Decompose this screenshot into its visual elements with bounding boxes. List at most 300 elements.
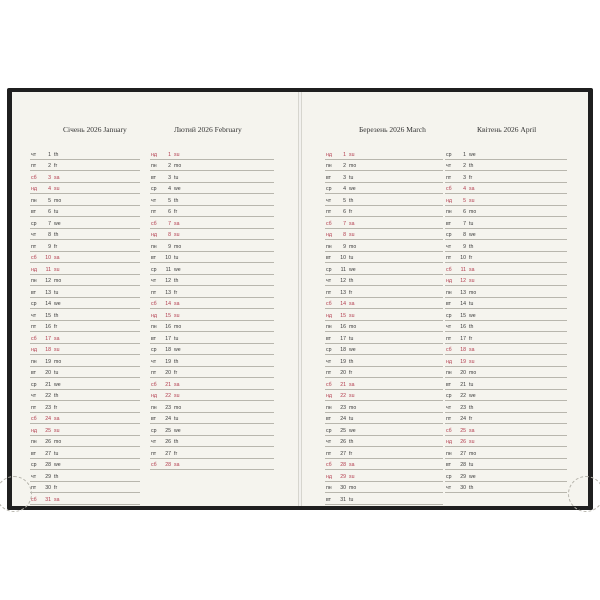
day-number: 10	[340, 255, 346, 261]
weekday-en: we	[469, 151, 476, 158]
day-number: 17	[45, 335, 51, 342]
weekday-en: we	[469, 312, 476, 319]
weekday-ua: ср	[326, 186, 332, 192]
day-number: 11	[340, 266, 346, 273]
day-row-january-16	[30, 321, 140, 333]
weekday-en: tu	[469, 301, 474, 307]
weekday-ua: вт	[151, 416, 157, 422]
day-row-march-13	[325, 286, 443, 298]
weekday-ua: нд	[31, 186, 37, 192]
weekday-ua: ср	[151, 427, 157, 434]
weekday-en: tu	[349, 335, 354, 342]
day-row-february-21	[150, 378, 274, 390]
day-number: 27	[45, 450, 51, 457]
day-number: 12	[460, 278, 466, 284]
day-number: 16	[165, 324, 171, 330]
day-row-january-19	[30, 355, 140, 367]
day-number: 14	[340, 301, 346, 307]
day-number: 20	[340, 370, 346, 376]
weekday-ua: нд	[446, 278, 452, 284]
weekday-ua: ср	[151, 347, 157, 353]
weekday-en: tu	[469, 381, 474, 388]
day-number: 5	[168, 197, 171, 204]
month-title-march: Березень 2026 March	[359, 125, 426, 134]
weekday-en: su	[469, 358, 475, 365]
day-number: 4	[343, 186, 346, 192]
day-row-january-17	[30, 332, 140, 344]
weekday-en: su	[349, 473, 355, 480]
weekday-en: th	[174, 278, 179, 284]
weekday-en: fr	[54, 243, 58, 250]
day-number: 30	[340, 485, 346, 491]
weekday-en: sa	[349, 301, 355, 307]
day-row-february-25	[150, 424, 274, 436]
day-number: 7	[168, 220, 171, 227]
day-row-april-13	[445, 286, 567, 298]
weekday-ua: чт	[151, 278, 157, 284]
weekday-en: sa	[54, 174, 60, 181]
day-row-february-10	[150, 252, 274, 264]
day-number: 3	[48, 174, 51, 181]
day-row-march-5	[325, 194, 443, 206]
weekday-en: sa	[174, 220, 180, 227]
weekday-ua: сб	[31, 416, 37, 422]
day-number: 5	[463, 197, 466, 204]
notebook-spine	[298, 92, 302, 506]
weekday-en: we	[174, 266, 181, 273]
day-number: 25	[340, 427, 346, 434]
weekday-ua: ср	[31, 220, 37, 227]
weekday-ua: сб	[326, 381, 332, 388]
day-row-march-16	[325, 321, 443, 333]
weekday-ua: ср	[326, 427, 332, 434]
day-number: 6	[343, 209, 346, 215]
day-row-february-5	[150, 194, 274, 206]
day-row-april-2	[445, 160, 567, 172]
weekday-ua: вт	[326, 335, 332, 342]
day-number: 7	[463, 220, 466, 227]
day-number: 26	[460, 439, 466, 445]
weekday-en: we	[349, 347, 356, 353]
day-number: 2	[168, 163, 171, 169]
day-row-march-11	[325, 263, 443, 275]
weekday-en: tu	[54, 209, 59, 215]
weekday-en: tu	[174, 335, 179, 342]
weekday-ua: чт	[446, 163, 452, 169]
weekday-en: fr	[349, 209, 353, 215]
weekday-en: mo	[54, 278, 62, 284]
day-row-february-17	[150, 332, 274, 344]
weekday-en: we	[54, 220, 61, 227]
weekday-ua: чт	[326, 358, 332, 365]
weekday-ua: чт	[446, 404, 452, 411]
month-title-february: Лютий 2026 February	[174, 125, 242, 134]
day-row-january-13	[30, 286, 140, 298]
day-row-march-30	[325, 482, 443, 494]
day-number: 14	[460, 301, 466, 307]
weekday-en: tu	[54, 370, 59, 376]
day-row-february-23	[150, 401, 274, 413]
day-row-january-27	[30, 447, 140, 459]
weekday-en: we	[54, 381, 61, 388]
day-row-january-28	[30, 459, 140, 471]
weekday-en: mo	[469, 450, 477, 457]
weekday-en: su	[174, 393, 180, 399]
weekday-ua: сб	[446, 266, 452, 273]
weekday-ua: пт	[31, 243, 37, 250]
day-number: 21	[45, 381, 51, 388]
day-number: 27	[165, 450, 171, 457]
day-number: 19	[460, 358, 466, 365]
weekday-ua: пн	[151, 163, 157, 169]
day-row-february-3	[150, 171, 274, 183]
weekday-ua: чт	[31, 393, 37, 399]
day-number: 15	[165, 312, 171, 319]
day-row-april-10	[445, 252, 567, 264]
weekday-en: fr	[469, 255, 473, 261]
day-number: 9	[463, 243, 466, 250]
weekday-ua: вт	[31, 289, 37, 296]
day-number: 25	[460, 427, 466, 434]
day-row-february-15	[150, 309, 274, 321]
weekday-ua: чт	[326, 197, 332, 204]
day-number: 28	[45, 462, 51, 468]
weekday-ua: вт	[31, 209, 37, 215]
weekday-ua: нд	[326, 393, 332, 399]
weekday-ua: сб	[326, 462, 332, 468]
day-number: 26	[340, 439, 346, 445]
weekday-ua: пн	[326, 324, 332, 330]
day-row-march-19	[325, 355, 443, 367]
weekday-en: th	[54, 151, 59, 158]
weekday-ua: сб	[31, 335, 37, 342]
day-row-january-26	[30, 436, 140, 448]
weekday-ua: ср	[446, 232, 452, 238]
day-row-april-24	[445, 413, 567, 425]
day-row-january-25	[30, 424, 140, 436]
weekday-en: sa	[174, 301, 180, 307]
weekday-ua: вт	[31, 450, 37, 457]
weekday-ua: пт	[151, 450, 157, 457]
weekday-en: fr	[469, 416, 473, 422]
weekday-ua: сб	[151, 381, 157, 388]
weekday-ua: пт	[31, 324, 37, 330]
month-title-january: Січень 2026 January	[63, 125, 127, 134]
day-number: 30	[460, 485, 466, 491]
weekday-en: th	[349, 197, 354, 204]
weekday-en: sa	[349, 462, 355, 468]
weekday-ua: сб	[326, 301, 332, 307]
day-number: 18	[45, 347, 51, 353]
weekday-ua: пн	[151, 404, 157, 411]
weekday-en: we	[174, 427, 181, 434]
weekday-ua: нд	[446, 439, 452, 445]
weekday-ua: пн	[31, 278, 37, 284]
weekday-en: we	[349, 427, 356, 434]
day-number: 1	[343, 151, 346, 158]
day-number: 22	[340, 393, 346, 399]
weekday-ua: пн	[446, 289, 452, 296]
day-row-april-7	[445, 217, 567, 229]
weekday-ua: вт	[326, 174, 332, 181]
weekday-en: tu	[469, 462, 474, 468]
weekday-ua: пн	[31, 197, 37, 204]
day-number: 19	[165, 358, 171, 365]
weekday-ua: пн	[31, 358, 37, 365]
day-number: 1	[168, 151, 171, 158]
weekday-ua: ср	[446, 151, 452, 158]
weekday-ua: пт	[446, 416, 452, 422]
weekday-en: mo	[174, 163, 182, 169]
day-row-march-1	[325, 148, 443, 160]
day-number: 13	[165, 289, 171, 296]
day-row-march-29	[325, 470, 443, 482]
weekday-en: mo	[469, 289, 477, 296]
weekday-ua: нд	[446, 197, 452, 204]
day-row-april-1	[445, 148, 567, 160]
weekday-ua: вт	[31, 370, 37, 376]
day-number: 31	[45, 496, 51, 503]
weekday-ua: пн	[326, 404, 332, 411]
weekday-en: tu	[349, 496, 354, 503]
day-row-april-25	[445, 424, 567, 436]
day-row-january-22	[30, 390, 140, 402]
day-row-april-28	[445, 459, 567, 471]
weekday-ua: пн	[151, 324, 157, 330]
weekday-en: tu	[54, 289, 59, 296]
weekday-en: mo	[349, 163, 357, 169]
weekday-en: su	[469, 278, 475, 284]
weekday-en: th	[54, 312, 59, 319]
day-number: 10	[45, 255, 51, 261]
day-number: 8	[48, 232, 51, 238]
day-row-january-5	[30, 194, 140, 206]
weekday-ua: пн	[446, 370, 452, 376]
day-number: 21	[165, 381, 171, 388]
day-row-january-4	[30, 183, 140, 195]
day-row-april-19	[445, 355, 567, 367]
day-row-april-23	[445, 401, 567, 413]
day-row-february-16	[150, 321, 274, 333]
weekday-en: th	[469, 404, 474, 411]
january-day-list	[30, 148, 140, 505]
day-number: 18	[460, 347, 466, 353]
weekday-ua: сб	[31, 496, 37, 503]
day-number: 22	[45, 393, 51, 399]
day-row-march-17	[325, 332, 443, 344]
day-row-february-12	[150, 275, 274, 287]
day-number: 23	[45, 404, 51, 411]
day-number: 28	[165, 462, 171, 468]
weekday-ua: вт	[326, 416, 332, 422]
day-number: 2	[463, 163, 466, 169]
weekday-en: mo	[349, 243, 357, 250]
day-row-march-4	[325, 183, 443, 195]
day-number: 26	[45, 439, 51, 445]
weekday-en: fr	[174, 370, 178, 376]
day-row-april-14	[445, 298, 567, 310]
day-row-march-27	[325, 447, 443, 459]
day-number: 8	[168, 232, 171, 238]
weekday-en: we	[54, 301, 61, 307]
day-number: 5	[48, 197, 51, 204]
weekday-en: th	[349, 278, 354, 284]
day-number: 4	[168, 186, 171, 192]
weekday-en: su	[54, 186, 60, 192]
weekday-en: sa	[469, 427, 475, 434]
day-row-april-17	[445, 332, 567, 344]
day-number: 31	[340, 496, 346, 503]
day-number: 20	[45, 370, 51, 376]
day-row-february-11	[150, 263, 274, 275]
day-number: 26	[165, 439, 171, 445]
weekday-ua: нд	[151, 312, 157, 319]
weekday-ua: чт	[151, 439, 157, 445]
day-number: 29	[340, 473, 346, 480]
weekday-ua: сб	[151, 301, 157, 307]
day-number: 19	[45, 358, 51, 365]
weekday-ua: ср	[31, 301, 37, 307]
day-row-february-4	[150, 183, 274, 195]
weekday-ua: пн	[326, 163, 332, 169]
weekday-ua: пн	[31, 439, 37, 445]
weekday-en: su	[349, 312, 355, 319]
day-number: 15	[45, 312, 51, 319]
day-number: 12	[340, 278, 346, 284]
weekday-ua: чт	[446, 243, 452, 250]
weekday-en: fr	[349, 450, 353, 457]
weekday-en: sa	[54, 335, 60, 342]
day-number: 4	[48, 186, 51, 192]
weekday-en: fr	[54, 324, 58, 330]
day-number: 9	[343, 243, 346, 250]
weekday-ua: сб	[446, 347, 452, 353]
weekday-en: fr	[349, 289, 353, 296]
day-number: 3	[463, 174, 466, 181]
day-number: 24	[165, 416, 171, 422]
weekday-en: su	[174, 232, 180, 238]
day-row-january-7	[30, 217, 140, 229]
weekday-en: mo	[349, 324, 357, 330]
day-number: 25	[45, 427, 51, 434]
weekday-ua: нд	[31, 266, 37, 273]
weekday-ua: пт	[31, 404, 37, 411]
weekday-en: fr	[54, 404, 58, 411]
weekday-ua: нд	[326, 473, 332, 480]
weekday-ua: нд	[326, 232, 332, 238]
weekday-ua: сб	[151, 220, 157, 227]
day-number: 13	[45, 289, 51, 296]
day-row-january-31	[30, 493, 140, 505]
weekday-en: mo	[54, 358, 62, 365]
weekday-en: we	[469, 232, 476, 238]
day-row-april-16	[445, 321, 567, 333]
day-number: 21	[460, 381, 466, 388]
weekday-ua: ср	[326, 347, 332, 353]
day-row-january-10	[30, 252, 140, 264]
day-number: 6	[168, 209, 171, 215]
day-row-march-21	[325, 378, 443, 390]
day-row-january-15	[30, 309, 140, 321]
weekday-en: tu	[174, 416, 179, 422]
day-number: 10	[460, 255, 466, 261]
day-number: 23	[165, 404, 171, 411]
day-number: 2	[48, 163, 51, 169]
day-number: 8	[463, 232, 466, 238]
weekday-ua: пт	[151, 289, 157, 296]
day-number: 4	[463, 186, 466, 192]
weekday-en: mo	[174, 324, 182, 330]
weekday-ua: вт	[151, 335, 157, 342]
day-number: 16	[340, 324, 346, 330]
weekday-ua: пт	[326, 450, 332, 457]
weekday-ua: вт	[446, 301, 452, 307]
weekday-en: su	[174, 151, 180, 158]
day-number: 24	[340, 416, 346, 422]
day-number: 18	[340, 347, 346, 353]
weekday-en: mo	[349, 485, 357, 491]
weekday-en: sa	[349, 381, 355, 388]
day-number: 24	[460, 416, 466, 422]
weekday-ua: пн	[446, 450, 452, 457]
day-row-april-5	[445, 194, 567, 206]
april-day-list	[445, 148, 567, 493]
day-row-february-22	[150, 390, 274, 402]
weekday-en: we	[174, 186, 181, 192]
weekday-en: sa	[174, 381, 180, 388]
day-number: 14	[45, 301, 51, 307]
weekday-ua: ср	[446, 312, 452, 319]
weekday-en: mo	[469, 209, 477, 215]
day-number: 7	[48, 220, 51, 227]
day-number: 15	[340, 312, 346, 319]
day-number: 23	[460, 404, 466, 411]
weekday-ua: ср	[151, 186, 157, 192]
day-row-march-25	[325, 424, 443, 436]
weekday-ua: вт	[446, 220, 452, 227]
weekday-en: tu	[174, 174, 179, 181]
weekday-ua: чт	[151, 197, 157, 204]
day-number: 6	[463, 209, 466, 215]
day-row-april-6	[445, 206, 567, 218]
weekday-en: th	[469, 243, 474, 250]
weekday-en: tu	[469, 220, 474, 227]
weekday-ua: вт	[446, 381, 452, 388]
day-number: 17	[460, 335, 466, 342]
day-number: 28	[340, 462, 346, 468]
weekday-ua: чт	[326, 439, 332, 445]
day-row-march-14	[325, 298, 443, 310]
day-row-april-8	[445, 229, 567, 241]
day-row-april-18	[445, 344, 567, 356]
weekday-en: mo	[54, 439, 62, 445]
weekday-ua: нд	[446, 358, 452, 365]
day-row-february-14	[150, 298, 274, 310]
weekday-ua: нд	[151, 393, 157, 399]
day-number: 1	[48, 151, 51, 158]
day-row-february-24	[150, 413, 274, 425]
day-row-march-15	[325, 309, 443, 321]
day-row-april-22	[445, 390, 567, 402]
weekday-ua: пн	[326, 243, 332, 250]
weekday-ua: ср	[151, 266, 157, 273]
weekday-en: fr	[469, 174, 473, 181]
weekday-en: we	[174, 347, 181, 353]
day-row-january-8	[30, 229, 140, 241]
day-number: 21	[340, 381, 346, 388]
weekday-en: th	[54, 473, 59, 480]
weekday-en: th	[174, 197, 179, 204]
